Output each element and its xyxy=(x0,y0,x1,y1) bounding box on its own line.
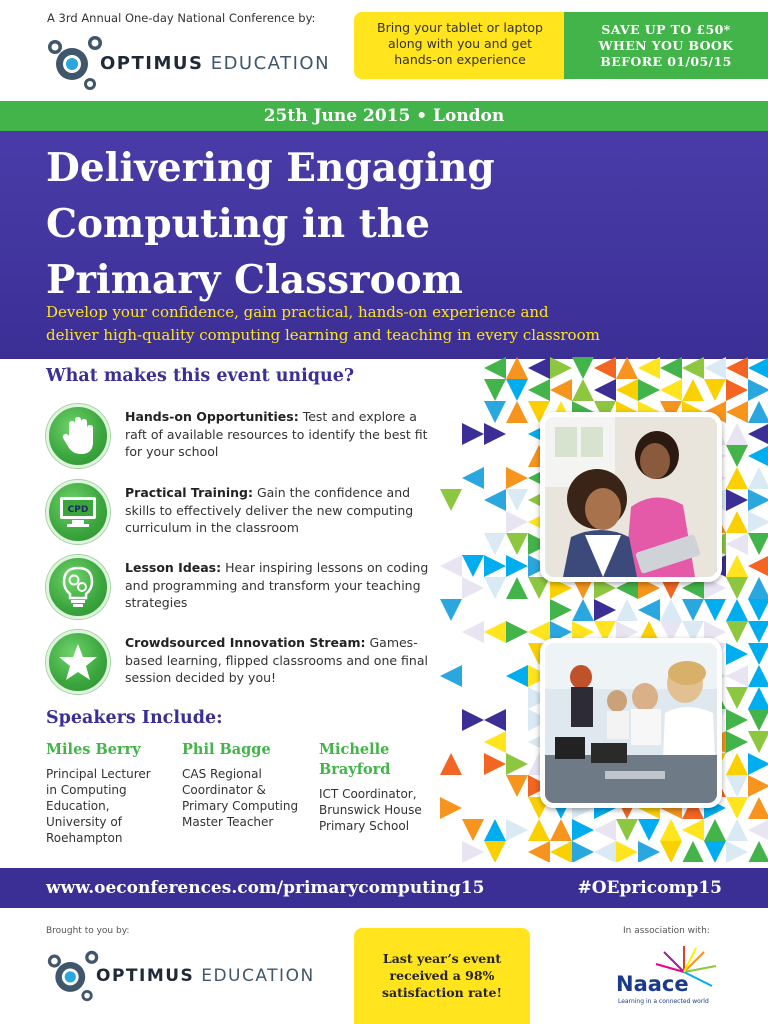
mosaic-triangle xyxy=(726,797,748,819)
mosaic-triangle xyxy=(572,819,594,841)
mosaic-triangle xyxy=(704,599,726,621)
speaker-name: Miles Berry xyxy=(46,741,141,758)
optimus-logo-icon xyxy=(46,948,102,1004)
mosaic-triangle xyxy=(748,555,768,577)
mosaic-triangle xyxy=(484,731,506,753)
mosaic-triangle xyxy=(506,357,528,379)
hand-icon xyxy=(46,404,110,468)
mosaic-triangle xyxy=(594,841,616,862)
mosaic-triangle xyxy=(506,753,528,775)
mosaic-triangle xyxy=(506,665,528,687)
speaker-role-line: ICT Coordinator, xyxy=(319,787,417,801)
mosaic-triangle xyxy=(572,841,594,862)
feature-description: Games-based learning, flipped classrooms and one final session decided by you! xyxy=(125,635,428,685)
mosaic-triangle xyxy=(748,687,768,709)
mosaic-triangle xyxy=(462,621,484,643)
subtitle-line: deliver high-quality computing learning and teaching in every classroom xyxy=(46,326,600,344)
logo-brand-bold: OPTIMUS xyxy=(96,966,195,986)
mosaic-triangle xyxy=(484,423,506,445)
mosaic-triangle xyxy=(594,599,616,621)
mosaic-triangle xyxy=(748,731,768,753)
optimus-footer-logo xyxy=(46,948,315,1004)
mosaic-triangle xyxy=(748,599,768,621)
mosaic-triangle xyxy=(748,423,768,445)
pupils-at-computers-image xyxy=(545,643,717,803)
mosaic-triangle xyxy=(528,379,550,401)
mosaic-triangle xyxy=(550,379,572,401)
speaker-role-line: Primary School xyxy=(319,819,410,833)
lightbulb-gears-icon xyxy=(46,555,110,619)
mosaic-triangle xyxy=(594,819,616,841)
mosaic-triangle xyxy=(528,841,550,862)
mosaic-triangle xyxy=(726,841,748,862)
mosaic-triangle xyxy=(704,841,726,862)
mosaic-triangle xyxy=(638,819,660,841)
satisfaction-line: Last year’s event xyxy=(382,951,502,966)
mosaic-triangle xyxy=(484,489,506,511)
mosaic-triangle xyxy=(484,621,506,643)
optimus-logo-icon xyxy=(46,34,106,92)
mosaic-triangle xyxy=(726,533,748,555)
mosaic-triangle xyxy=(638,841,660,862)
mosaic-triangle xyxy=(748,533,768,555)
mosaic-triangle xyxy=(506,467,528,489)
mosaic-triangle xyxy=(660,819,682,841)
title-line: Delivering Engaging xyxy=(46,145,495,191)
mosaic-triangle xyxy=(726,445,748,467)
mosaic-triangle xyxy=(440,599,462,621)
feature-lesson-ideas xyxy=(46,555,436,619)
speaker-role-line: Education, xyxy=(46,799,110,813)
mosaic-triangle xyxy=(726,643,748,665)
feature-description: Test and explore a raft of available resources to identify the best fit for your school xyxy=(125,409,428,459)
mosaic-triangle xyxy=(748,753,768,775)
mosaic-triangle xyxy=(462,555,484,577)
optimus-logo xyxy=(46,34,330,92)
offer-line: BEFORE 01/05/15 xyxy=(600,54,732,69)
mosaic-triangle xyxy=(462,819,484,841)
mosaic-triangle xyxy=(638,379,660,401)
mosaic-triangle xyxy=(748,577,768,599)
mosaic-triangle xyxy=(660,841,682,862)
mosaic-triangle xyxy=(726,731,748,753)
mosaic-triangle xyxy=(506,555,528,577)
mosaic-triangle xyxy=(748,467,768,489)
mosaic-triangle xyxy=(572,357,594,379)
mosaic-triangle xyxy=(462,841,484,862)
mosaic-triangle xyxy=(440,489,462,511)
mosaic-triangle xyxy=(440,753,462,775)
mosaic-triangle xyxy=(440,797,462,819)
mosaic-triangle xyxy=(616,357,638,379)
mosaic-triangle xyxy=(660,599,682,621)
unique-heading: What makes this event unique? xyxy=(46,366,355,386)
feature-title: Practical Training: xyxy=(125,485,253,500)
mosaic-triangle xyxy=(726,709,748,731)
speaker-role-line: Primary Computing xyxy=(182,799,299,813)
tablet-note-line: hands-on experience xyxy=(394,52,526,67)
mosaic-triangle xyxy=(638,357,660,379)
subtitle-line: Develop your confidence, gain practical, hands-on experience and xyxy=(46,303,549,321)
feature-crowdsourced xyxy=(46,630,436,694)
mosaic-triangle xyxy=(748,665,768,687)
mosaic-triangle xyxy=(726,599,748,621)
speaker-name-line: Michelle xyxy=(319,741,390,758)
mosaic-triangle xyxy=(748,379,768,401)
event-hashtag: #OEpricomp15 xyxy=(577,878,722,898)
offer-line: SAVE UP TO £50* xyxy=(601,22,731,37)
url-bar xyxy=(0,868,768,908)
mosaic-triangle xyxy=(616,819,638,841)
logo-brand-light: EDUCATION xyxy=(201,966,315,986)
mosaic-triangle xyxy=(726,467,748,489)
mosaic-triangle xyxy=(726,357,748,379)
mosaic-triangle xyxy=(506,379,528,401)
mosaic-triangle xyxy=(506,577,528,599)
speaker-role-line: Coordinator & xyxy=(182,783,266,797)
mosaic-triangle xyxy=(660,357,682,379)
mosaic-triangle xyxy=(748,841,768,862)
mosaic-triangle xyxy=(748,709,768,731)
feature-crowdsourced-text xyxy=(125,634,437,687)
mosaic-triangle xyxy=(726,687,748,709)
mosaic-triangle xyxy=(682,599,704,621)
speaker-phil-bagge xyxy=(182,740,314,830)
teacher-pupil-tablet-image xyxy=(545,417,717,577)
mosaic-triangle xyxy=(748,775,768,797)
naace-wordmark: Naace xyxy=(616,972,689,996)
mosaic-triangle xyxy=(726,489,748,511)
mosaic-triangle xyxy=(748,643,768,665)
event-date-location: 25th June 2015 • London xyxy=(0,101,768,131)
mosaic-triangle xyxy=(484,555,506,577)
feature-description: Gain the confidence and skills to effectively deliver the new computing curriculum in the classroom xyxy=(125,485,414,535)
bring-tablet-note xyxy=(354,12,566,79)
mosaic-triangle xyxy=(704,379,726,401)
mosaic-triangle xyxy=(506,621,528,643)
star-icon xyxy=(46,630,110,694)
satisfaction-line: received a 98% xyxy=(389,968,495,983)
mosaic-triangle xyxy=(572,599,594,621)
mosaic-triangle xyxy=(484,841,506,862)
mosaic-triangle xyxy=(528,819,550,841)
early-booking-offer xyxy=(564,12,768,79)
conference-intro: A 3rd Annual One-day National Conference by: xyxy=(47,11,316,25)
mosaic-triangle xyxy=(572,379,594,401)
mosaic-triangle xyxy=(462,423,484,445)
title-line: Primary Classroom xyxy=(46,257,463,303)
mosaic-triangle xyxy=(616,841,638,862)
mosaic-triangle xyxy=(726,401,748,423)
mosaic-triangle xyxy=(484,357,506,379)
mosaic-triangle xyxy=(660,379,682,401)
offer-line: WHEN YOU BOOK xyxy=(598,38,734,53)
mosaic-triangle xyxy=(550,819,572,841)
satisfaction-line: satisfaction rate! xyxy=(382,985,502,1000)
mosaic-triangle xyxy=(462,577,484,599)
speaker-role-line: in Computing xyxy=(46,783,127,797)
speaker-name-line: Brayford xyxy=(319,761,391,778)
mosaic-triangle xyxy=(484,819,506,841)
speaker-michelle-brayford xyxy=(319,740,443,834)
speaker-role-line: CAS Regional xyxy=(182,767,262,781)
mosaic-triangle xyxy=(748,445,768,467)
mosaic-triangle xyxy=(506,401,528,423)
cpd-label: CPD xyxy=(67,505,89,515)
feature-lesson-ideas-text xyxy=(125,559,437,612)
mosaic-triangle xyxy=(506,533,528,555)
event-subtitle xyxy=(46,301,600,347)
speakers-heading: Speakers Include: xyxy=(46,708,223,728)
mosaic-triangle xyxy=(748,621,768,643)
mosaic-triangle xyxy=(616,599,638,621)
mosaic-triangle xyxy=(484,709,506,731)
mosaic-triangle xyxy=(506,511,528,533)
mosaic-triangle xyxy=(682,841,704,862)
mosaic-triangle xyxy=(550,841,572,862)
mosaic-triangle xyxy=(748,401,768,423)
tablet-note-line: Bring your tablet or laptop xyxy=(377,20,543,35)
mosaic-triangle xyxy=(726,753,748,775)
mosaic-triangle xyxy=(594,357,616,379)
mosaic-triangle xyxy=(748,357,768,379)
mosaic-triangle xyxy=(638,599,660,621)
mosaic-triangle xyxy=(748,797,768,819)
speaker-miles-berry xyxy=(46,740,176,846)
association-label: In association with: xyxy=(623,926,710,936)
title-line: Computing in the xyxy=(46,201,430,247)
feature-hands-on-text xyxy=(125,408,437,461)
feature-description: Hear inspiring lessons on coding and programming and transform your teaching strategies xyxy=(125,560,429,610)
tablet-note-line: along with you and get xyxy=(387,36,533,51)
speaker-role-line: Brunswick House xyxy=(319,803,422,817)
cpd-monitor-icon xyxy=(46,480,110,544)
mosaic-triangle xyxy=(550,599,572,621)
mosaic-triangle xyxy=(462,467,484,489)
mosaic-triangle xyxy=(682,379,704,401)
mosaic-triangle xyxy=(726,511,748,533)
mosaic-triangle xyxy=(748,489,768,511)
mosaic-triangle xyxy=(726,379,748,401)
mosaic-triangle xyxy=(682,357,704,379)
mosaic-triangle xyxy=(440,555,462,577)
mosaic-triangle xyxy=(506,819,528,841)
logo-brand-bold: OPTIMUS xyxy=(100,52,204,74)
event-title xyxy=(46,140,495,308)
speaker-name: Phil Bagge xyxy=(182,741,271,758)
speaker-role-line: Master Teacher xyxy=(182,815,274,829)
conference-url-link[interactable]: www.oeconferences.com/primarycomputing15 xyxy=(46,878,485,898)
classroom-photo-tablet xyxy=(540,412,722,582)
feature-practical-training xyxy=(46,480,436,544)
mosaic-triangle xyxy=(484,401,506,423)
mosaic-triangle xyxy=(726,621,748,643)
mosaic-triangle xyxy=(726,775,748,797)
naace-logo xyxy=(612,942,732,1006)
mosaic-triangle xyxy=(704,357,726,379)
mosaic-triangle xyxy=(726,819,748,841)
speaker-role-line: Roehampton xyxy=(46,831,123,845)
feature-title: Lesson Ideas: xyxy=(125,560,222,575)
speaker-role-line: Principal Lecturer xyxy=(46,767,151,781)
mosaic-triangle xyxy=(726,555,748,577)
naace-tagline: Learning in a connected world xyxy=(618,998,709,1005)
mosaic-triangle xyxy=(726,423,748,445)
mosaic-triangle xyxy=(726,665,748,687)
mosaic-triangle xyxy=(506,775,528,797)
mosaic-triangle xyxy=(594,379,616,401)
mosaic-triangle xyxy=(682,819,704,841)
mosaic-triangle xyxy=(440,665,462,687)
classroom-photo-computers xyxy=(540,638,722,808)
mosaic-triangle xyxy=(484,753,506,775)
feature-practical-training-text xyxy=(125,484,437,537)
mosaic-triangle xyxy=(550,357,572,379)
mosaic-triangle xyxy=(484,379,506,401)
mosaic-triangle xyxy=(506,489,528,511)
mosaic-triangle xyxy=(462,709,484,731)
mosaic-triangle xyxy=(748,511,768,533)
feature-title: Crowdsourced Innovation Stream: xyxy=(125,635,366,650)
feature-title: Hands-on Opportunities: xyxy=(125,409,299,424)
mosaic-triangle xyxy=(528,357,550,379)
mosaic-triangle xyxy=(616,379,638,401)
feature-hands-on xyxy=(46,404,436,468)
mosaic-triangle xyxy=(484,577,506,599)
mosaic-triangle xyxy=(748,819,768,841)
mosaic-triangle xyxy=(726,577,748,599)
brought-by-label: Brought to you by: xyxy=(46,926,130,936)
mosaic-triangle xyxy=(704,819,726,841)
mosaic-triangle xyxy=(484,533,506,555)
speaker-role-line: University of xyxy=(46,815,122,829)
satisfaction-note xyxy=(354,928,530,1024)
logo-brand-light: EDUCATION xyxy=(210,52,331,74)
